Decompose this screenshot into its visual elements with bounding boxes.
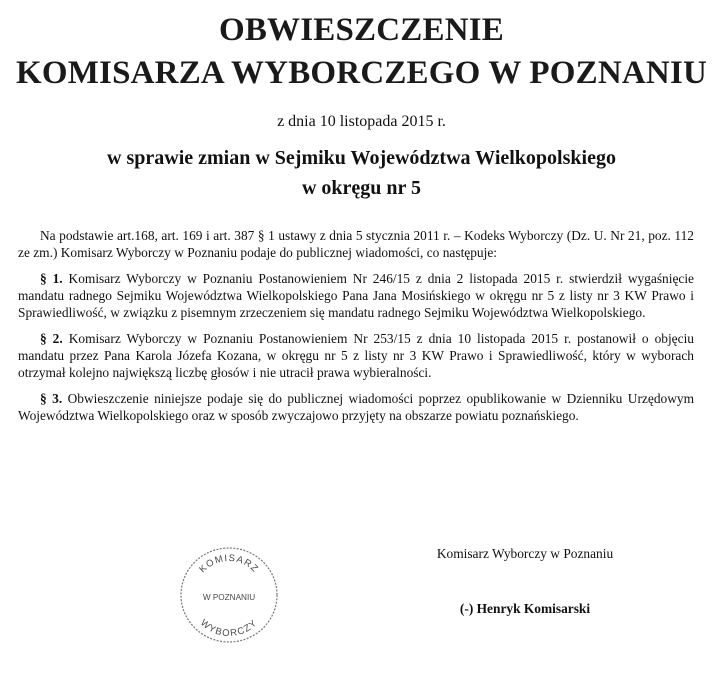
signatory-name: (-) Henryk Komisarski: [459, 601, 591, 616]
section-2-paragraph: [18, 330, 694, 381]
document-subject-district: w okręgu nr 5: [301, 177, 422, 199]
intro-paragraph: [18, 227, 694, 261]
document-date: z dnia 10 listopada 2015 r.: [277, 113, 446, 130]
section-2-text: Komisarz Wyborczy w Poznaniu Postanowieniem Nr 253/15 z dnia 10 listopada 2015 r. postanowił o objęciu mandatu przez Pana Karola Józefa Kozana, w okręgu nr 5 z listy nr 3 KW Prawo i Sprawiedliwość, który w wyborach otrzymał kolejno największą liczbę głosów i nie utracił prawa wybieralności.: [18, 331, 694, 380]
intro-text: Na podstawie art.168, art. 169 i art. 387 § 1 ustawy z dnia 5 stycznia 2011 r. – Kodeks Wyborczy (Dz. U. Nr 21, poz. 112 ze zm.) Komisarz Wyborczy w Poznaniu podaje do publicznej wiadomości, co następuje:: [18, 228, 694, 260]
official-stamp: [178, 545, 280, 645]
stamp-middle-text: W POZNANIU: [202, 593, 256, 602]
document-title-authority: KOMISARZA WYBORCZEGO W POZNANIU: [15, 55, 708, 91]
section-2-label: § 2.: [40, 331, 63, 346]
signatory-title: Komisarz Wyborczy w Poznaniu: [436, 546, 614, 561]
document-title: OBWIESZCZENIE: [218, 12, 505, 48]
document-body: [18, 227, 694, 433]
section-1-paragraph: [18, 270, 694, 321]
section-1-text: Komisarz Wyborczy w Poznaniu Postanowieniem Nr 246/15 z dnia 2 listopada 2015 r. stwierdził wygaśnięcie mandatu radnego Sejmiku Województwa Wielkopolskiego Pana Jana Mosińskiego w okręgu nr 5 z listy nr 3 KW Prawo i Sprawiedliwość, w związku z pisemnym zrzeczeniem się mandatu radnego Sejmiku Województwa Wielkopolskiego.: [18, 271, 694, 320]
section-1-label: § 1.: [40, 271, 63, 286]
stamp-bottom-text: WYBORCZY: [198, 617, 260, 640]
section-3-label: § 3.: [40, 391, 63, 406]
stamp-top-text: KOMISARZ: [197, 552, 261, 576]
document-subject: w sprawie zmian w Sejmiku Województwa Wielkopolskiego: [107, 147, 616, 169]
section-3-paragraph: [18, 390, 694, 424]
section-3-text: Obwieszczenie niniejsze podaje się do publicznej wiadomości poprzez opublikowanie w Dzienniku Urzędowym Województwa Wielkopolskiego oraz w sposób zwyczajowo przyjęty na obszarze powiatu poznańskiego.: [18, 391, 694, 423]
